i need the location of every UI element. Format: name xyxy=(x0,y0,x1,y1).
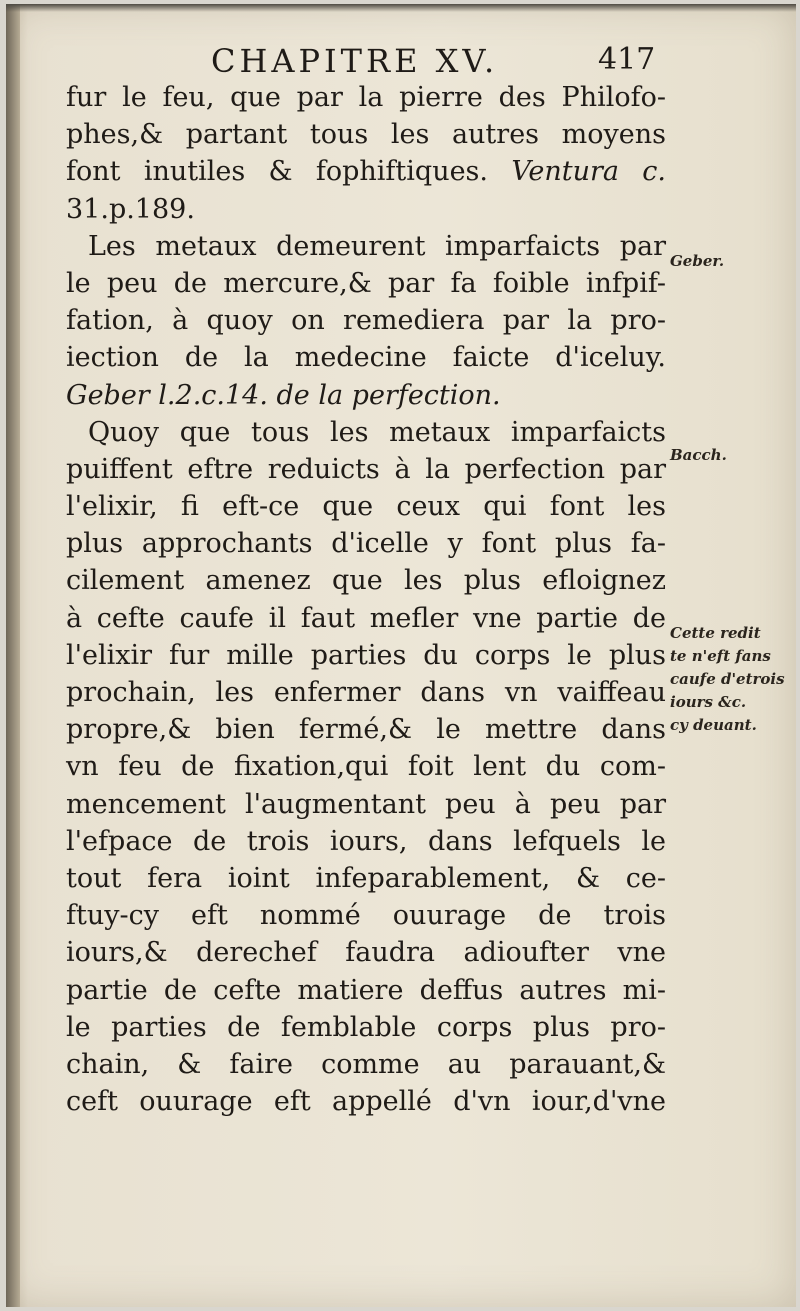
text-line: propre,& bien fermé,& le mettre dans xyxy=(66,714,666,746)
text-line: le peu de mercure,& par fa foible infpif- xyxy=(66,267,666,299)
text-line: cilement amenez que les plus efloignez xyxy=(66,565,666,597)
text-line: 31.p.189. xyxy=(66,193,195,225)
margin-note-cette-redite: iours &c. xyxy=(670,693,747,711)
text-line: fur le feu, que par la pierre des Philofo- xyxy=(66,82,666,113)
text-line: ftuy-cy eft nommé ouurage de trois xyxy=(66,900,666,932)
text-line: mencement l'augmentant peu à peu par xyxy=(66,788,666,820)
text-line: l'elixir fur mille parties du corps le plus xyxy=(66,639,666,671)
margin-note-bacch: Bacch. xyxy=(670,446,727,464)
text-line: chain, & faire comme au parauant,& xyxy=(66,1048,666,1080)
page-number: 417 xyxy=(598,42,656,77)
text-line: fation, à quoy on remediera par la pro- xyxy=(66,305,666,337)
text-line: iection de la medecine faicte d'iceluy. xyxy=(66,342,666,374)
text-line: vn feu de fixation,qui foit lent du com- xyxy=(66,751,666,783)
text-line: ceft ouurage eft appellé d'vn iour,d'vne xyxy=(66,1086,666,1118)
text-line: puiffent eftre reduicts à la perfection par xyxy=(66,453,666,485)
text-line: partie de cefte matiere deffus autres mi- xyxy=(66,974,666,1006)
margin-note-cette-redite: cy deuant. xyxy=(670,716,757,734)
book-page xyxy=(6,4,796,1307)
margin-note-cette-redite: Cette redit xyxy=(670,624,761,642)
text-line: iours,& derechef faudra adioufter vne xyxy=(66,937,666,969)
text-line: l'elixir, fi eft-ce que ceux qui font les xyxy=(66,491,666,523)
margin-notes xyxy=(6,4,796,1307)
text-line: Quoy que tous les metaux imparfaicts xyxy=(88,416,666,448)
text-line: tout fera ioint infeparablement, & ce- xyxy=(66,862,666,894)
citation: Ventura c. xyxy=(511,156,666,188)
text-line: plus approchants d'icelle y font plus fa- xyxy=(66,528,666,560)
text-line: prochain, les enfermer dans vn vaiffeau xyxy=(66,677,666,708)
margin-note-geber: Geber. xyxy=(670,252,725,270)
text-line: Les metaux demeurent imparfaicts par xyxy=(88,230,666,262)
citation: Geber l.2.c.14. de la perfection. xyxy=(66,379,501,411)
margin-note-cette-redite: te n'eft fans xyxy=(670,647,771,665)
margin-note-cette-redite: caufe d'etrois xyxy=(670,670,785,688)
text-line: le parties de femblable corps plus pro- xyxy=(66,1011,666,1043)
running-head: CHAPITRE XV. xyxy=(211,42,499,80)
text-line: l'efpace de trois iours, dans lefquels le xyxy=(66,825,666,857)
text-line: font inutiles & fophiftiques. Ventura c. xyxy=(66,156,666,188)
text-line: phes,& partant tous les autres moyens xyxy=(66,119,666,151)
text-line: à cefte caufe il faut mefler vne partie de xyxy=(66,602,666,634)
